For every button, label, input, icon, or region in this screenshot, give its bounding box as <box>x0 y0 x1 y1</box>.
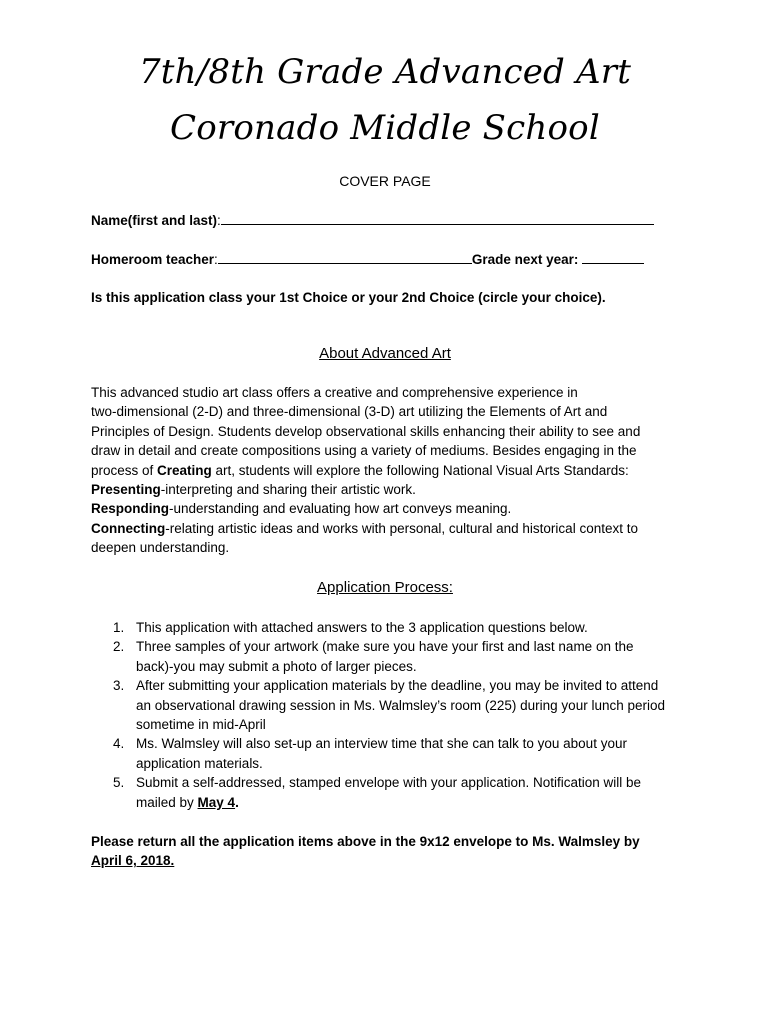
grade-blank-line[interactable] <box>582 250 644 264</box>
process-step <box>91 618 691 637</box>
about-line5-post: art, students will explore the following National Visual Arts Standards: <box>211 462 629 478</box>
process-step <box>91 637 691 676</box>
homeroom-label: Homeroom teacher <box>91 252 215 267</box>
step-text: This application with attached answers to the 3 application questions below. <box>136 620 588 635</box>
about-line: two-dimensional (2-D) and three-dimensional (3-D) art utilizing the Elements of Art and <box>91 404 608 420</box>
step-text: back)-you may submit a photo of larger pieces. <box>136 658 417 674</box>
process-step <box>91 773 691 812</box>
about-line5-pre: process of <box>91 462 158 478</box>
homeroom-field-row <box>91 250 644 269</box>
presenting-desc: -interpreting and sharing their artistic work. <box>160 482 416 498</box>
responding-term: Responding <box>91 501 169 517</box>
step-number: 4. <box>113 736 125 752</box>
presenting-term: Presenting <box>91 482 161 498</box>
mailed-by-text: mailed by <box>136 794 198 810</box>
connecting-desc: -relating artistic ideas and works with personal, cultural and historical context to <box>165 520 638 536</box>
process-heading: Application Process: <box>317 579 453 596</box>
title-line-1: 7th/8th Grade Advanced Art <box>138 52 632 92</box>
period: . <box>235 794 239 810</box>
homeroom-blank-line[interactable] <box>218 250 472 264</box>
responding-desc: -understanding and evaluating how art conveys meaning. <box>169 501 512 517</box>
process-step <box>91 676 691 734</box>
about-paragraph <box>91 383 691 558</box>
step-text: Ms. Walmsley will also set-up an interview time that she can talk to you about your <box>136 736 627 752</box>
step-text: sometime in mid-April <box>136 717 266 733</box>
step-text: After submitting your application materials by the deadline, you may be invited to attend <box>136 678 659 694</box>
step-text: Three samples of your artwork (make sure you have your first and last name on the <box>136 639 634 655</box>
connecting-standard <box>91 519 691 538</box>
step-text: Submit a self-addressed, stamped envelope with your application. Notification will be <box>136 775 642 791</box>
responding-standard <box>91 499 691 518</box>
about-line: This advanced studio art class offers a creative and comprehensive experience in <box>91 385 578 400</box>
step-number: 1. <box>113 620 125 635</box>
choice-question: Is this application class your 1st Choice or your 2nd Choice (circle your choice). <box>91 290 606 305</box>
name-field-row <box>91 211 654 230</box>
about-heading: About Advanced Art <box>319 345 451 362</box>
homeroom-colon: : <box>214 252 218 267</box>
step-number: 2. <box>113 639 125 655</box>
name-blank-line[interactable] <box>221 211 654 225</box>
creating-term: Creating <box>157 462 212 478</box>
process-steps-list <box>91 618 691 812</box>
step-text: application materials. <box>136 755 263 771</box>
about-line: Principles of Design. Students develop observational skills enhancing their ability to see and <box>91 423 641 439</box>
step-number: 5. <box>113 775 125 791</box>
step-text <box>136 793 691 812</box>
about-line <box>91 461 691 480</box>
grade-label: Grade next year: <box>471 252 579 267</box>
return-instructions <box>91 832 640 871</box>
process-step <box>91 734 691 773</box>
step-number: 3. <box>113 678 125 694</box>
return-line: Please return all the application items above in the 9x12 envelope to Ms. Walmsley by <box>91 834 640 849</box>
cover-page-label: COVER PAGE <box>339 173 431 189</box>
step-text: an observational drawing session in Ms. Walmsley’s room (225) during your lunch period <box>136 697 665 713</box>
name-label: Name(first and last) <box>91 213 218 228</box>
connecting-term: Connecting <box>91 520 166 536</box>
notification-date: May 4 <box>197 794 236 810</box>
about-line: draw in detail and create compositions using a variety of mediums. Besides engaging in the <box>91 443 637 459</box>
return-deadline-date: April 6, 2018. <box>91 853 175 869</box>
title-line-2: Coronado Middle School <box>170 108 600 148</box>
connecting-desc-cont: deepen understanding. <box>91 540 230 556</box>
name-colon: : <box>217 213 221 228</box>
presenting-standard <box>91 480 691 499</box>
